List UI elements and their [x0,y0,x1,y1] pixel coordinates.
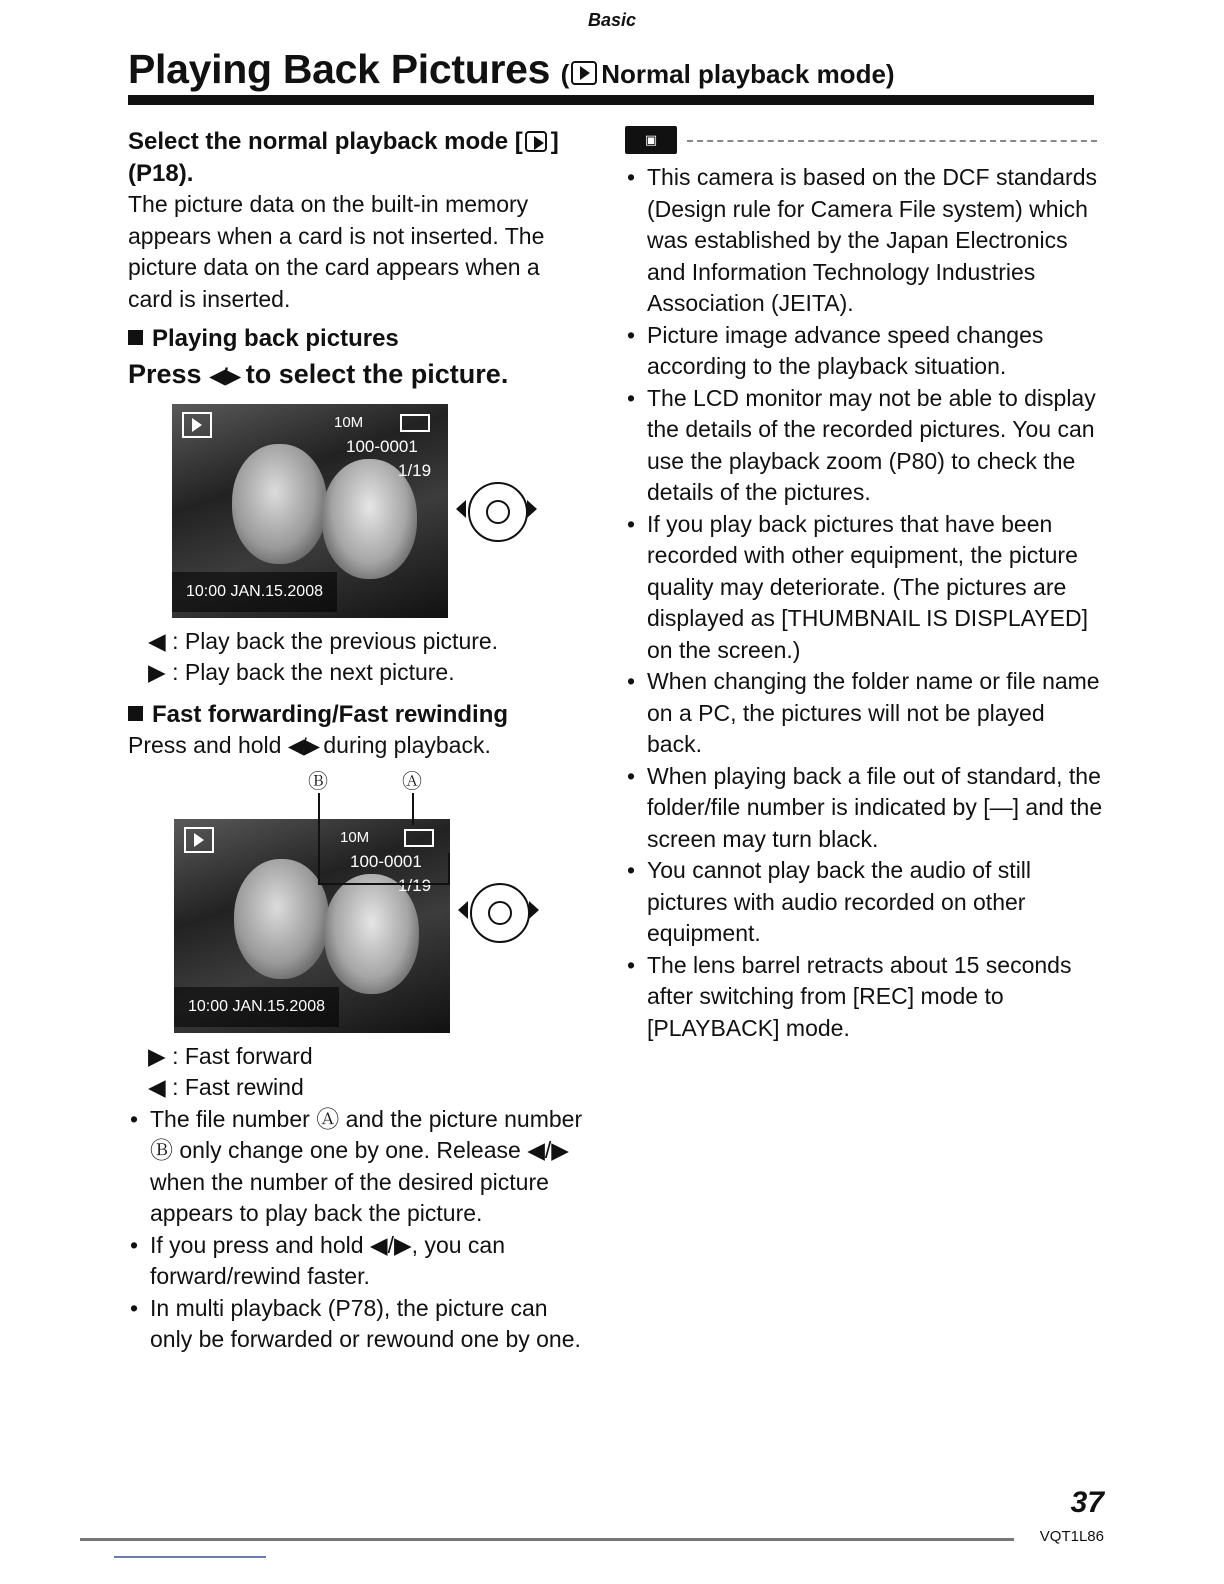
footer-rule [80,1538,1014,1541]
next-picture-label: ▶ : Play back the next picture. [148,659,455,685]
right-bullet-2: • Picture image advance speed changes according to the playback situation. [625,320,1105,383]
page-title-row [128,46,895,93]
figure-1-area [128,394,590,626]
right-bullet-1: • This camera is based on the DCF standards (Design rule for Camera File system) which was established by the Japan Electronics and Information Technology Industries Association (JEITA). [625,162,1105,320]
dpad-left-right-icon [456,476,526,546]
press-suffix: to select the picture. [245,358,509,389]
step-line2: (P18). [128,159,194,187]
hold-prefix: Press and hold [128,732,282,758]
page-title: Playing Back Pictures [128,46,551,92]
left-bullet-3: • In multi playback (P78), the picture can only be forwarded or rewound one by one. [128,1293,590,1356]
left-right-arrows-icon: ◀/▶ [209,364,239,388]
right-bullet-4: • If you play back pictures that have been recorded with other equipment, the picture quality may deteriorate. (The pictures are displayed as [THUMBNAIL IS DISPLAYED] on the screen.) [625,509,1105,667]
left-bullet-1: • The file number Ⓐ and the picture number Ⓑ only change one by one. Release ◀/▶ when the number of the desired picture appears to play back the picture. [128,1104,590,1230]
page-subtitle [561,59,895,89]
callout-bracket [318,853,450,885]
lcd-screen-1 [172,404,448,618]
lcd-battery-icon [400,414,430,432]
right-bullet-8: • The lens barrel retracts about 15 seconds after switching from [REC] mode to [PLAYBACK] mode. [625,950,1105,1045]
right-bullet-6: • When playing back a file out of standard, the folder/file number is indicated by [—] and the screen may turn black. [625,761,1105,856]
lcd-battery-icon [404,829,434,847]
right-bullet-7: • You cannot play back the audio of still pictures with audio recorded on other equipment. [625,855,1105,950]
section-fast-forward-heading [128,699,590,731]
right-bullet-3: • The LCD monitor may not be able to display the details of the recorded pictures. You can use the playback zoom (P80) to check the details of the pictures. [625,383,1105,509]
dpad-left-right-icon [458,877,528,947]
title-rule [128,95,1094,105]
note-header [625,126,1105,162]
lcd-playback-icon [184,827,214,853]
left-right-arrows-icon: ◀/▶ [287,735,317,758]
square-bullet-icon [128,330,143,345]
page-number: 37 [1070,1486,1104,1519]
document-code: VQT1L86 [1039,1528,1104,1545]
note-book-icon: ▣ [625,126,677,154]
left-bullet-2: • If you press and hold ◀/▶, you can forward/rewind faster. [128,1230,590,1293]
footer-accent-rule [114,1556,266,1558]
playback-mode-icon [525,131,547,152]
left-column [128,126,590,1356]
right-bullet-5: • When changing the folder name or file name on a PC, the pictures will not be played back. [625,666,1105,761]
subtitle-open-paren: ( [560,59,570,89]
section-playing-back-title: Playing back pictures [152,325,399,352]
callout-a-label: Ⓐ [402,770,422,793]
right-column [625,126,1105,1044]
section-tag: Basic [587,10,637,30]
lcd-resolution: 10M [340,828,370,846]
fast-rewind-label: ◀ : Fast rewind [148,1074,304,1100]
press-prefix: Press [128,358,202,389]
lcd-resolution: 10M [334,413,364,431]
note-dashed-rule [687,140,1097,142]
square-bullet-icon [128,706,143,721]
lcd-date: 10:00 JAN.15.2008 [172,572,337,612]
lcd-file-number: 100-0001 [350,851,422,871]
section-playing-back-heading [128,323,590,355]
playback-icon [571,61,597,85]
section-fast-forward-title: Fast forwarding/Fast rewinding [152,700,509,728]
figure-2-area [128,763,590,1041]
prev-picture-label: ◀ : Play back the previous picture. [148,627,499,654]
photo-person-left [234,859,329,979]
subtitle-text: Normal playback mode) [601,59,895,89]
lcd-date: 10:00 JAN.15.2008 [174,987,339,1027]
step-line1-end: ] [550,128,559,155]
photo-person-left [232,444,327,564]
callout-a-leader [412,793,414,825]
step-line1: Select the normal playback mode [ [128,128,523,155]
fast-forward-label: ▶ : Fast forward [148,1042,313,1069]
hold-instruction [128,730,590,763]
callout-b-label: Ⓑ [308,770,328,793]
step-heading [128,126,590,189]
lcd-picture-count: 1/19 [398,460,432,480]
lcd-picture-count: 1/19 [398,875,432,895]
lcd-file-number: 100-0001 [346,436,418,456]
lcd-screen-2 [174,819,450,1033]
intro-text: The picture data on the built-in memory appears when a card is not inserted. The picture data on the card appears when a card is inserted. [128,191,545,312]
press-instruction [128,357,590,394]
hold-suffix: during playback. [323,732,491,758]
lcd-playback-icon [182,412,212,438]
